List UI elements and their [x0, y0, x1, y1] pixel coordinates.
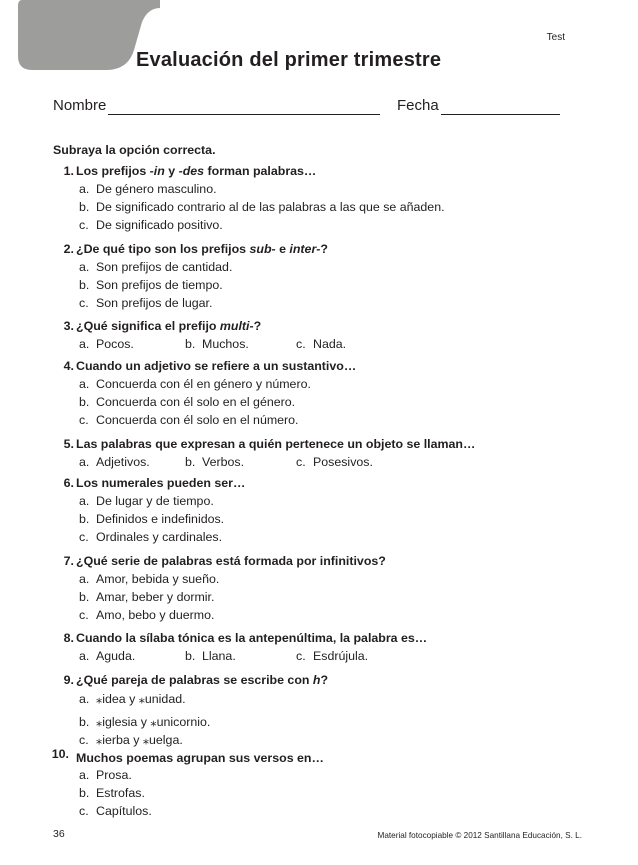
question-number: 1.: [63, 164, 74, 178]
question-text: Muchos poemas agrupan sus versos en…: [76, 751, 324, 765]
answer-option[interactable]: b. Estrofas.: [79, 786, 145, 800]
answer-option[interactable]: a. Amor, bebida y sueño.: [79, 572, 220, 586]
question-text: ¿Qué pareja de palabras se escribe con h?: [76, 673, 329, 687]
answer-option[interactable]: b. Concuerda con él solo en el género.: [79, 395, 296, 409]
answer-option[interactable]: a. Son prefijos de cantidad.: [79, 260, 233, 274]
question-text: Cuando un adjetivo se refiere a un sustantivo…: [76, 359, 357, 373]
answer-option[interactable]: c. Concuerda con él solo en el número.: [79, 413, 299, 427]
question-number: 6.: [63, 476, 74, 490]
answer-option[interactable]: c. Capítulos.: [79, 804, 152, 818]
answer-option[interactable]: a. Concuerda con él en género y número.: [79, 377, 311, 391]
question-text: Cuando la sílaba tónica es la antepenúltima, la palabra es…: [76, 631, 428, 645]
question-number: 3.: [63, 319, 74, 333]
section-label: Test: [546, 32, 565, 43]
answer-option[interactable]: b. Definidos e indefinidos.: [79, 512, 225, 526]
question-text: Las palabras que expresan a quién pertenece un objeto se llaman…: [76, 437, 476, 451]
date-line[interactable]: [441, 114, 560, 115]
answer-option[interactable]: a. Pocos.: [79, 337, 134, 351]
answer-option[interactable]: c. De significado positivo.: [79, 218, 223, 232]
question-text: ¿De qué tipo son los prefijos sub- e inter-?: [76, 242, 328, 256]
answer-option[interactable]: a. De lugar y de tiempo.: [79, 494, 214, 508]
question-text: Los numerales pueden ser…: [76, 476, 246, 490]
answer-option[interactable]: c. Posesivos.: [296, 455, 373, 469]
question-number: 8.: [63, 631, 74, 645]
page-title: Evaluación del primer trimestre: [136, 49, 442, 71]
answer-option[interactable]: c. Ordinales y cardinales.: [79, 530, 223, 544]
answer-option[interactable]: a. Aguda.: [79, 649, 136, 663]
question-number: 7.: [63, 554, 74, 568]
answer-option[interactable]: b. Muchos.: [185, 337, 249, 351]
answer-option[interactable]: b. ⁎iglesia y ⁎unicornio.: [79, 715, 211, 729]
answer-option[interactable]: b. Verbos.: [185, 455, 245, 469]
answer-option[interactable]: a. Adjetivos.: [79, 455, 150, 469]
name-label: Nombre: [53, 97, 107, 114]
page-number: 36: [53, 828, 65, 840]
question-number: 9.: [63, 673, 74, 687]
date-label: Fecha: [397, 97, 439, 114]
answer-option[interactable]: b. Llana.: [185, 649, 236, 663]
question-text: ¿Qué significa el prefijo multi-?: [76, 319, 262, 333]
question-text: Los prefijos -in y -des forman palabras…: [76, 164, 317, 178]
answer-option[interactable]: c. Nada.: [296, 337, 347, 351]
answer-option[interactable]: c. Esdrújula.: [296, 649, 369, 663]
answer-option[interactable]: a. ⁎idea y ⁎unidad.: [79, 692, 186, 706]
answer-option[interactable]: a. De género masculino.: [79, 182, 217, 196]
name-line[interactable]: [108, 114, 380, 115]
copyright-note: Material fotocopiable © 2012 Santillana Educación, S. L.: [377, 831, 582, 840]
question-text: ¿Qué serie de palabras está formada por infinitivos?: [76, 554, 386, 568]
answer-option[interactable]: c. Son prefijos de lugar.: [79, 296, 213, 310]
answer-option[interactable]: c. Amo, bebo y duermo.: [79, 608, 215, 622]
answer-option[interactable]: b. Amar, beber y dormir.: [79, 590, 215, 604]
answer-option[interactable]: a. Prosa.: [79, 768, 132, 782]
question-number: 2.: [63, 242, 74, 256]
instruction: Subraya la opción correcta.: [53, 143, 216, 157]
answer-option[interactable]: c. ⁎ierba y ⁎uelga.: [79, 733, 183, 747]
answer-option[interactable]: b. De significado contrario al de las palabras a las que se añaden.: [79, 200, 445, 214]
question-number: 4.: [63, 359, 74, 373]
question-number: 5.: [63, 437, 74, 451]
question-number: 10.: [51, 747, 69, 761]
answer-option[interactable]: b. Son prefijos de tiempo.: [79, 278, 223, 292]
